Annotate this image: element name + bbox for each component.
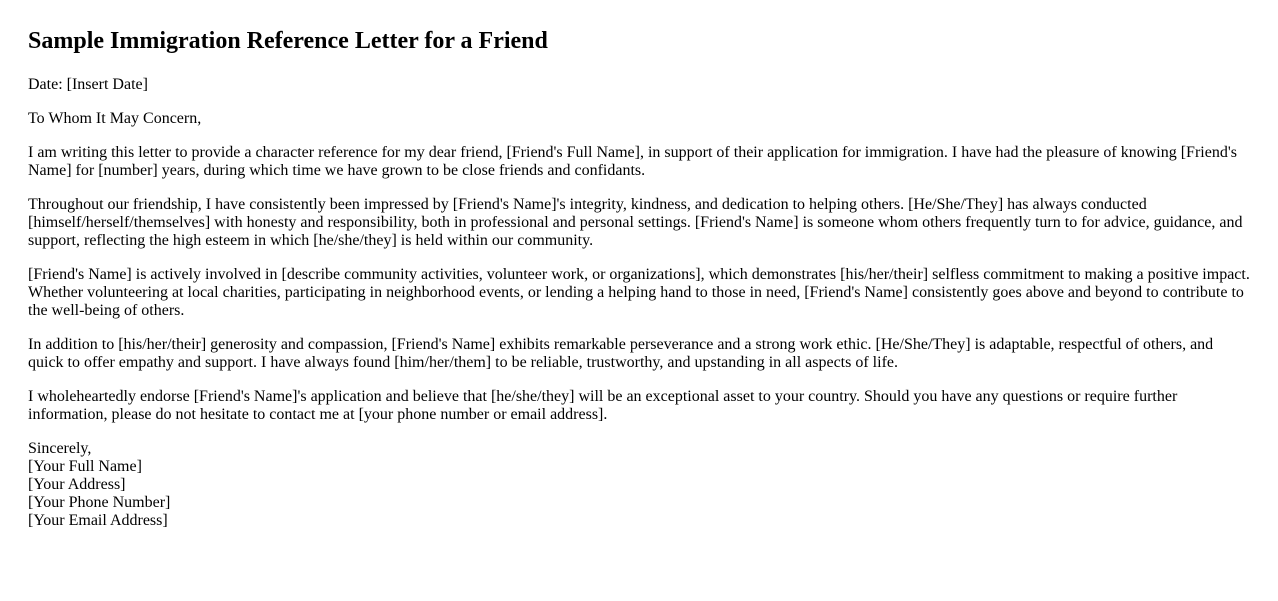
date-line: Date: [Insert Date] xyxy=(28,76,148,93)
paragraph-intro: I am writing this letter to provide a character reference for my dear friend, [Friend's Full Name], in support of their application for immigration. I have had the pleasure of knowing [Friend's Name] for [number] years, during which time we have grown to be close friends and confidants. xyxy=(28,144,1237,179)
signer-name: [Your Full Name] xyxy=(28,458,142,475)
sign-off: Sincerely, xyxy=(28,440,92,457)
signature-block xyxy=(28,440,1250,530)
paragraph-community: [Friend's Name] is actively involved in [describe community activities, volunteer work, or organizations], which demonstrates [his/her/their] selfless commitment to making a positive impact. Whether volunteering at local charities, participating in neighborhood events, or lending a helping hand to those in need, [Friend's Name] consistently goes above and beyond to contribute to the well-being of others. xyxy=(28,266,1250,319)
signer-phone: [Your Phone Number] xyxy=(28,494,171,511)
page-title: Sample Immigration Reference Letter for a Friend xyxy=(28,28,548,54)
signer-address: [Your Address] xyxy=(28,476,126,493)
paragraph-character: Throughout our friendship, I have consistently been impressed by [Friend's Name]'s integrity, kindness, and dedication to helping others. [He/She/They] has always conducted [himself/herself/themselves] with honesty and responsibility, both in professional and personal settings. [Friend's Name] is someone whom others frequently turn to for advice, guidance, and support, reflecting the high esteem in which [he/she/they] is held within our community. xyxy=(28,196,1243,249)
paragraph-endorsement: I wholeheartedly endorse [Friend's Name]'s application and believe that [he/she/they] will be an exceptional asset to your country. Should you have any questions or require further information, please do not hesitate to contact me at [your phone number or email address]. xyxy=(28,388,1178,423)
paragraph-qualities: In addition to [his/her/their] generosity and compassion, [Friend's Name] exhibits remarkable perseverance and a strong work ethic. [He/She/They] is adaptable, respectful of others, and quick to offer empathy and support. I have always found [him/her/them] to be reliable, trustworthy, and upstanding in all aspects of life. xyxy=(28,336,1214,371)
signer-email: [Your Email Address] xyxy=(28,512,168,529)
salutation: To Whom It May Concern, xyxy=(28,110,202,127)
